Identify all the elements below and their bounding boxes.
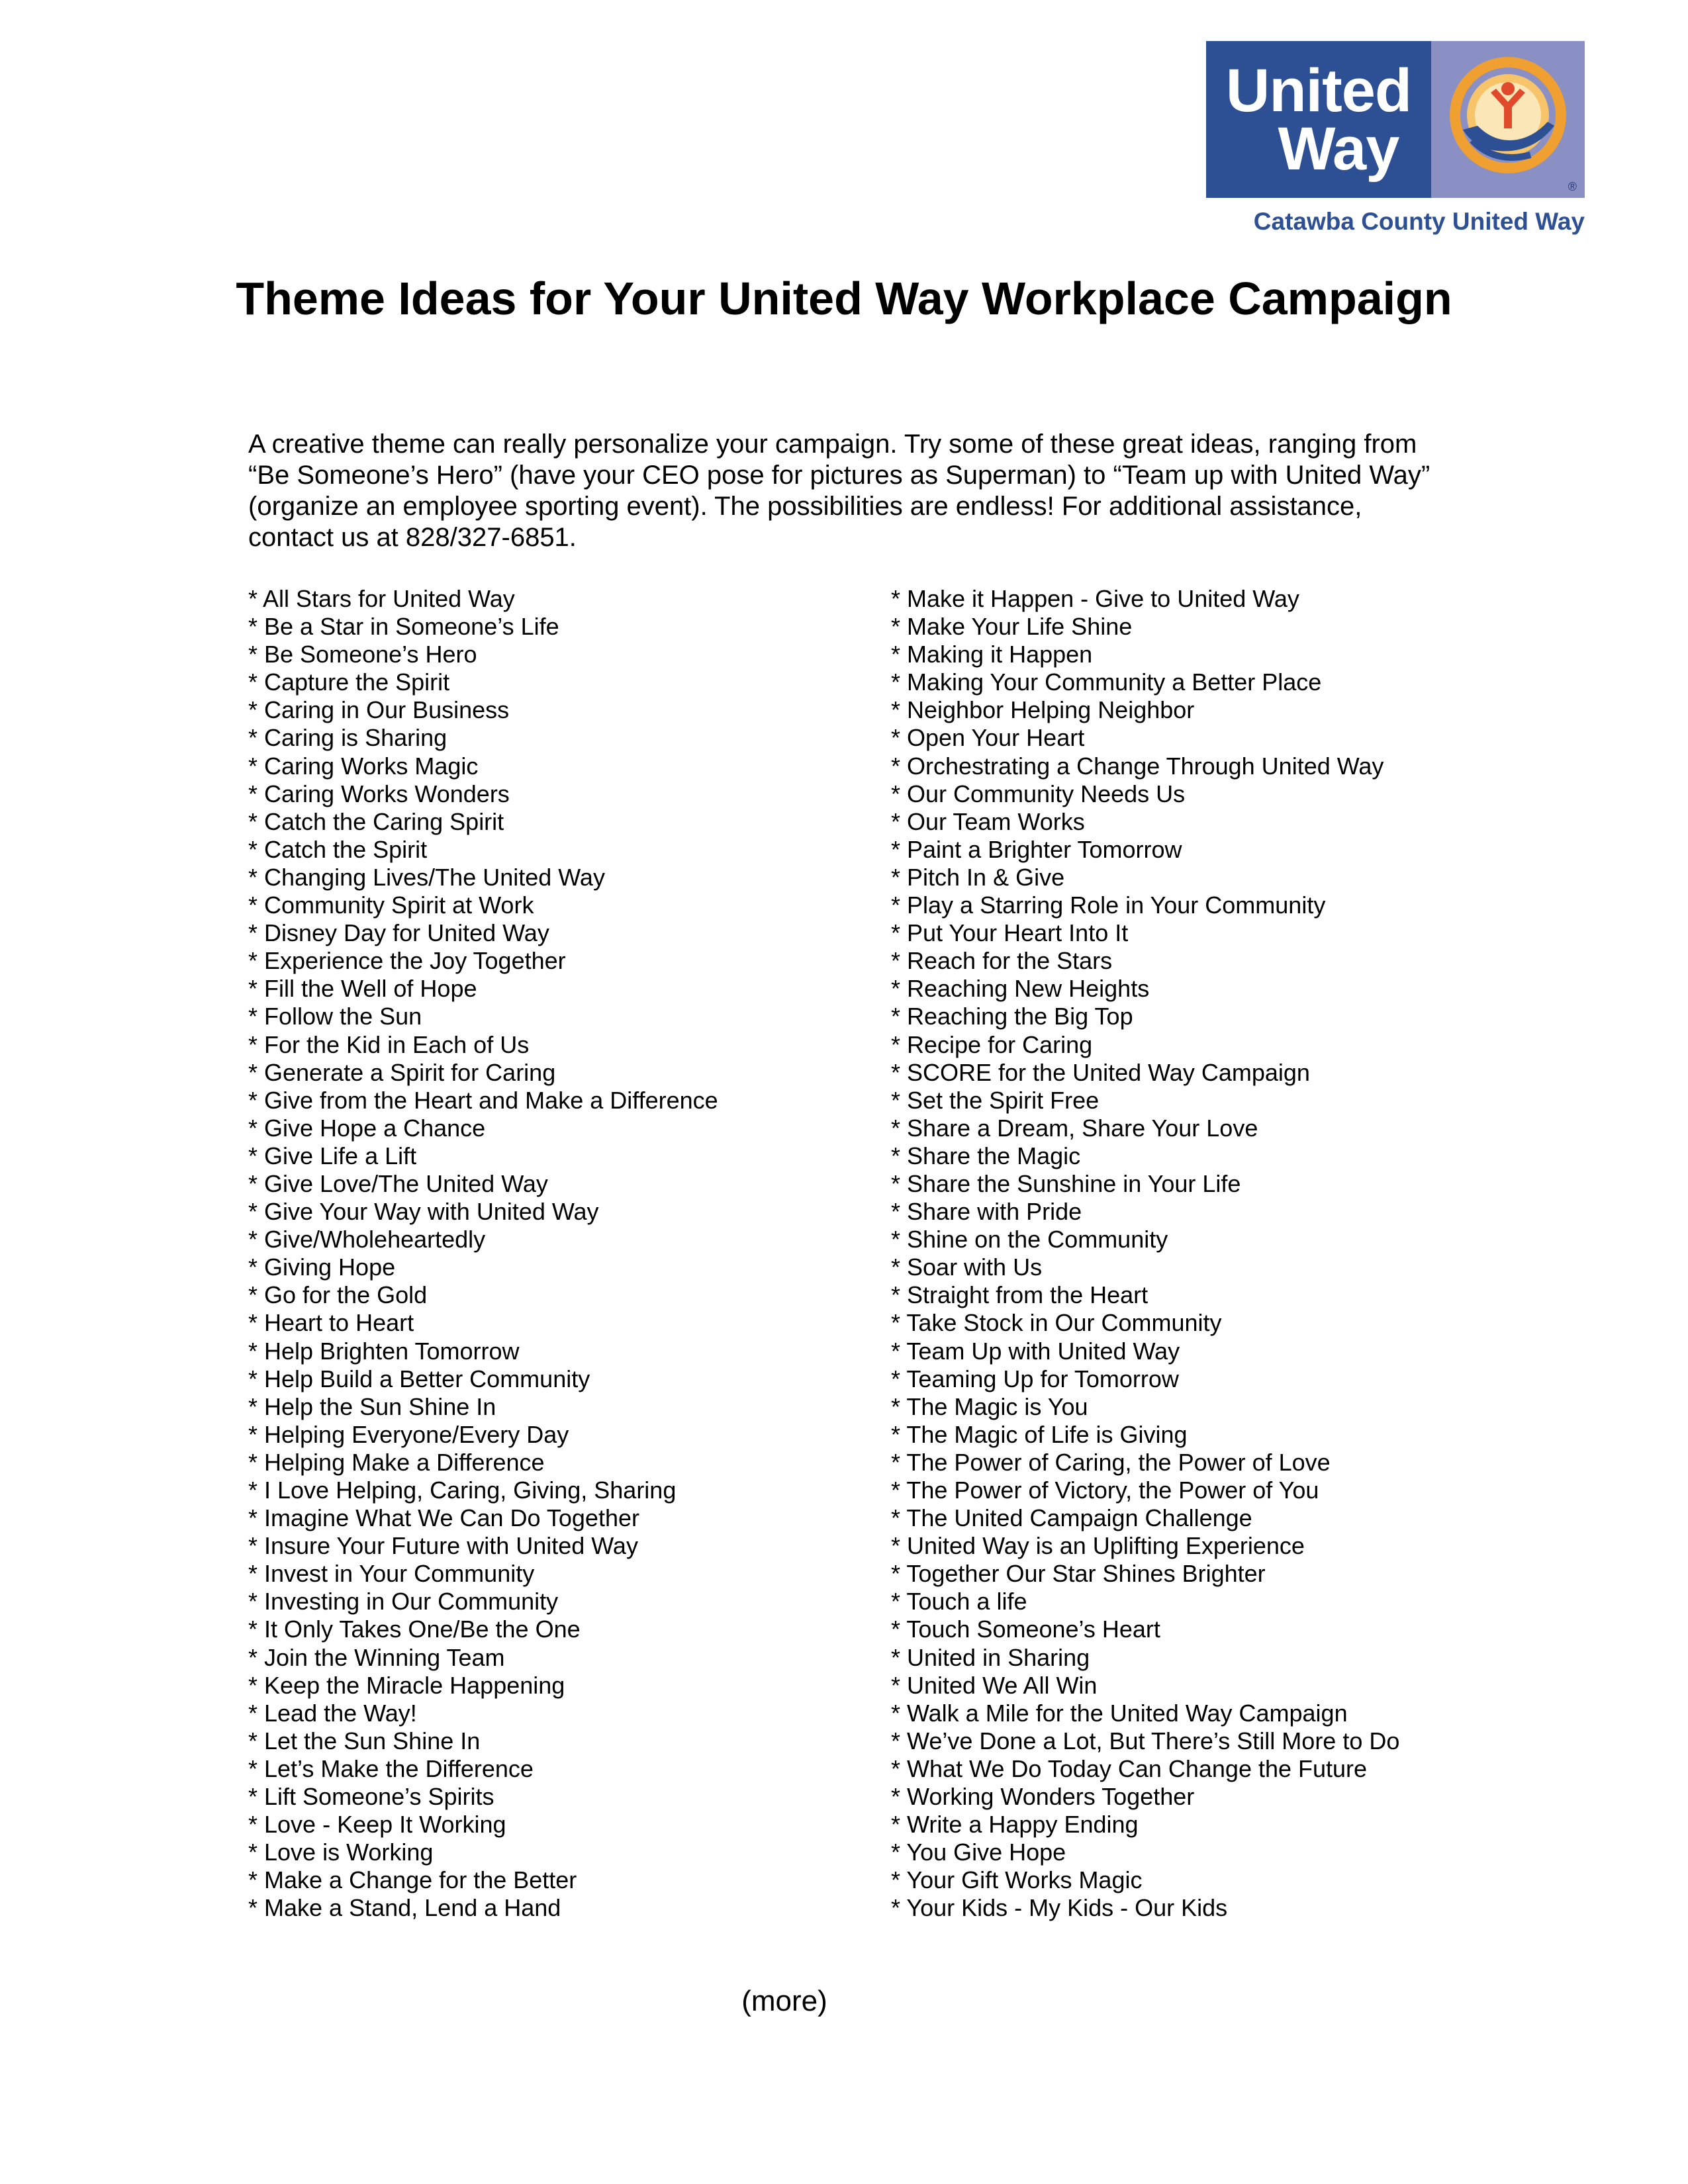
theme-item: * Share a Dream, Share Your Love [891,1114,1258,1142]
theme-item: * Give from the Heart and Make a Difference [248,1086,718,1114]
theme-item: * Put Your Heart Into It [891,919,1129,947]
page-title: Theme Ideas for Your United Way Workplace Campaign [236,273,1452,324]
theme-item: * Make Your Life Shine [891,613,1133,641]
theme-item: * Team Up with United Way [891,1337,1180,1365]
theme-item: * Generate a Spirit for Caring [248,1058,556,1086]
theme-item: * Share with Pride [891,1198,1082,1226]
theme-item: * Teaming Up for Tomorrow [891,1365,1179,1392]
theme-item: * Let’s Make the Difference [248,1754,534,1782]
theme-item: * Touch a life [891,1588,1027,1615]
theme-item: * Help Build a Better Community [248,1365,590,1392]
theme-item: * Be Someone’s Hero [248,641,477,668]
theme-item: * Love - Keep It Working [248,1811,506,1839]
theme-item: * Caring in Our Business [248,696,510,724]
theme-item: * Making Your Community a Better Place [891,668,1322,696]
theme-item: * We’ve Done a Lot, But There’s Still More to Do [891,1727,1400,1754]
theme-item: * The Power of Victory, the Power of You [891,1477,1319,1504]
theme-item: * Caring Works Wonders [248,780,510,807]
theme-item: * Make a Change for the Better [248,1866,577,1894]
theme-item: * What We Do Today Can Change the Future [891,1754,1368,1782]
theme-item: * Walk a Mile for the United Way Campaign [891,1699,1348,1727]
theme-item: * Your Gift Works Magic [891,1866,1143,1894]
theme-item: * Help the Sun Shine In [248,1392,496,1420]
theme-item: * Give Your Way with United Way [248,1198,599,1226]
logo-line-united: United [1225,56,1412,124]
theme-item: * Give Hope a Chance [248,1114,486,1142]
theme-item: * The Power of Caring, the Power of Love [891,1448,1331,1476]
theme-item: * United Way is an Uplifting Experience [891,1532,1305,1560]
theme-item: * Touch Someone’s Heart [891,1615,1160,1643]
logo-line-way: Way [1278,114,1399,183]
theme-item: * Making it Happen [891,641,1093,668]
theme-item: * Helping Make a Difference [248,1448,545,1476]
theme-item: * Paint a Brighter Tomorrow [891,835,1182,863]
theme-item: * Investing in Our Community [248,1588,559,1615]
theme-item: * Shine on the Community [891,1226,1168,1253]
theme-item: * Pitch In & Give [891,863,1065,891]
theme-item: * Give/Wholeheartedly [248,1226,486,1253]
theme-item: * Catch the Spirit [248,835,428,863]
theme-item: * Catch the Caring Spirit [248,807,504,835]
theme-item: * Love is Working [248,1839,434,1866]
theme-item: * It Only Takes One/Be the One [248,1615,581,1643]
theme-item: * Give Life a Lift [248,1142,417,1169]
theme-item: * Imagine What We Can Do Together [248,1504,639,1532]
theme-item: * Make a Stand, Lend a Hand [248,1894,561,1922]
theme-item: * Reaching New Heights [891,975,1150,1003]
theme-item: * SCORE for the United Way Campaign [891,1058,1310,1086]
theme-item: * Caring Works Magic [248,752,479,780]
theme-item: * Orchestrating a Change Through United Way [891,752,1384,780]
logo-caption: Catawba County United Way [1253,208,1585,235]
theme-item: * Caring is Sharing [248,724,447,752]
theme-item: * Help Brighten Tomorrow [248,1337,520,1365]
theme-item: * Reach for the Stars [891,947,1113,975]
theme-item: * Straight from the Heart [891,1281,1149,1309]
theme-item: * Give Love/The United Way [248,1169,548,1197]
logo-wordmark [1206,41,1431,198]
theme-item: * Lead the Way! [248,1699,417,1727]
theme-item: * Invest in Your Community [248,1560,535,1588]
theme-item: * United in Sharing [891,1643,1090,1671]
intro-paragraph: A creative theme can really personalize your campaign. Try some of these great ideas, ranging from “Be Someone’s Hero” (have your CEO pose for pictures as Superman) to “Team up with United Way” (organize an employee sporting event). The possibilities are endless! For additional assistance, contact us at 828/327-6851. [248,430,1430,552]
united-way-hand-icon: ® [1431,41,1585,198]
theme-item: * Our Community Needs Us [891,780,1186,807]
theme-item: * You Give Hope [891,1839,1066,1866]
theme-item: * Open Your Heart [891,724,1085,752]
theme-list-left [248,585,718,1923]
theme-item: * Follow the Sun [248,1003,422,1030]
theme-list-right [891,585,1399,1923]
theme-item: * Your Kids - My Kids - Our Kids [891,1894,1228,1922]
theme-item: * All Stars for United Way [248,585,515,612]
theme-item: * Changing Lives/The United Way [248,863,605,891]
theme-item: * Heart to Heart [248,1309,414,1337]
theme-item: * Capture the Spirit [248,668,450,696]
united-way-logo [1206,41,1585,198]
theme-item: * Helping Everyone/Every Day [248,1420,569,1448]
theme-item: * Our Team Works [891,807,1085,835]
theme-item: * Go for the Gold [248,1281,428,1309]
theme-item: * The Magic of Life is Giving [891,1420,1188,1448]
theme-item: * Write a Happy Ending [891,1811,1139,1839]
theme-item: * Experience the Joy Together [248,947,566,975]
theme-item: * Together Our Star Shines Brighter [891,1560,1266,1588]
theme-item: * I Love Helping, Caring, Giving, Sharing [248,1477,677,1504]
theme-item: * Soar with Us [891,1253,1043,1281]
theme-item: * Neighbor Helping Neighbor [891,696,1195,724]
theme-item: * The United Campaign Challenge [891,1504,1252,1532]
theme-item: * Make it Happen - Give to United Way [891,585,1299,612]
theme-item: * Fill the Well of Hope [248,975,477,1003]
theme-item: * Take Stock in Our Community [891,1309,1222,1337]
theme-item: * Set the Spirit Free [891,1086,1100,1114]
theme-item: * Insure Your Future with United Way [248,1532,638,1560]
theme-item: * Be a Star in Someone’s Life [248,613,559,641]
theme-item: * For the Kid in Each of Us [248,1030,530,1058]
theme-item: * Keep the Miracle Happening [248,1671,565,1699]
theme-item: * Share the Sunshine in Your Life [891,1169,1241,1197]
theme-item: * United We All Win [891,1671,1098,1699]
theme-item: * Community Spirit at Work [248,891,534,919]
theme-item: * Giving Hope [248,1253,396,1281]
theme-item: * Reaching the Big Top [891,1003,1133,1030]
theme-item: * Join the Winning Team [248,1643,505,1671]
theme-item: * The Magic is You [891,1392,1088,1420]
theme-item: * Disney Day for United Way [248,919,549,947]
theme-item: * Let the Sun Shine In [248,1727,481,1754]
theme-item: * Share the Magic [891,1142,1081,1169]
theme-item: * Recipe for Caring [891,1030,1093,1058]
more-indicator: (more) [741,1985,827,2017]
theme-item: * Working Wonders Together [891,1783,1195,1811]
theme-item: * Lift Someone’s Spirits [248,1783,494,1811]
theme-item: * Play a Starring Role in Your Community [891,891,1326,919]
